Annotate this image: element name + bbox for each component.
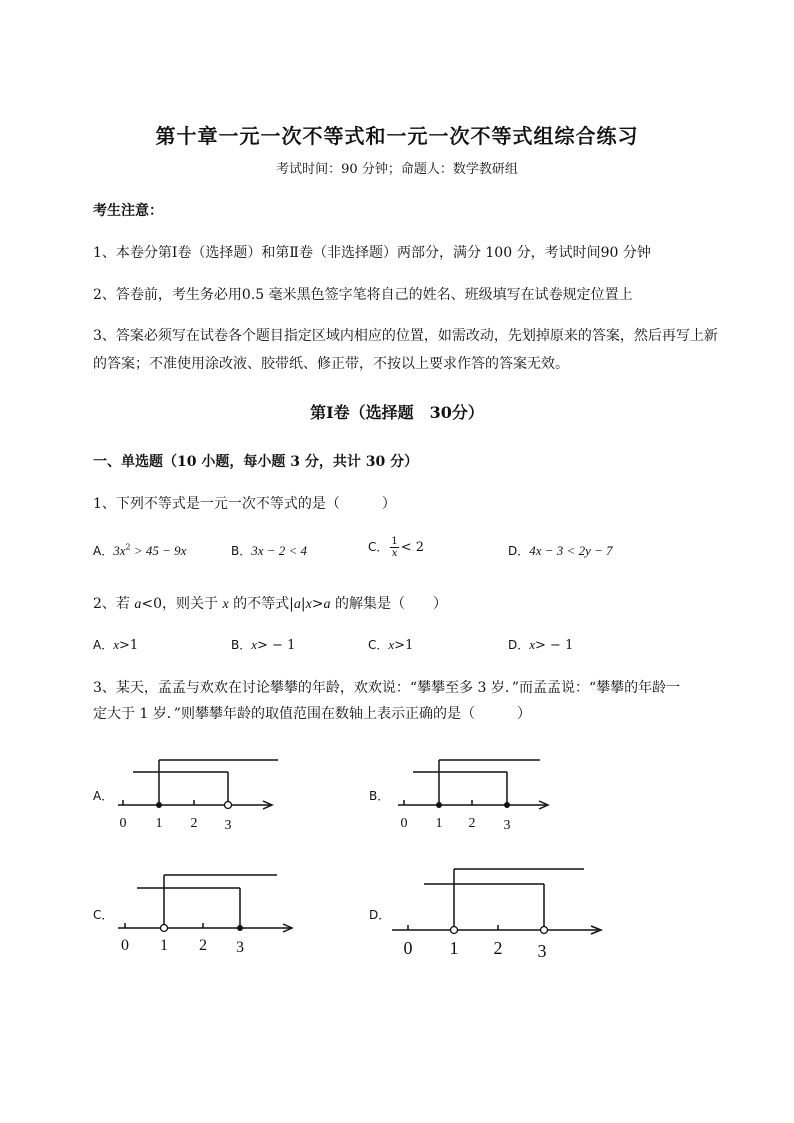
svg-text:1: 1	[435, 816, 443, 831]
svg-text:1: 1	[449, 938, 459, 958]
svg-text:1: 1	[160, 937, 168, 954]
svg-text:0: 0	[121, 937, 129, 954]
svg-text:2: 2	[468, 816, 476, 831]
svg-text:3: 3	[503, 818, 511, 833]
question-1-option-d[interactable]: D．4x − 3 < 2y − 7	[508, 543, 613, 558]
notice-item-3-cont: 的答案；不准使用涂改液、胶带纸、修正带，不按以上要求作答的答案无效。	[93, 356, 569, 372]
question-1-option-a[interactable]: A．$3x^2 > 45 - 9x$	[93, 542, 187, 558]
notice-item-1: 1、本卷分第Ⅰ卷（选择题）和第Ⅱ卷（非选择题）两部分，满分 100 分，考试时间90 分钟	[93, 245, 651, 261]
question-2-option-c[interactable]: C．x>1	[368, 637, 414, 653]
svg-text:2: 2	[199, 937, 207, 954]
svg-text:0: 0	[400, 816, 408, 831]
notice-item-3: 3、答案必须写在试卷各个题目指定区域内相应的位置，如需改动，先划掉原来的答案，然后再写上新	[93, 328, 718, 344]
question-2-option-a[interactable]: A．x>1	[93, 637, 139, 653]
notice-heading: 考生注意：	[93, 203, 163, 219]
exam-info: 考试时间：90 分钟；命题人：数学教研组	[276, 162, 518, 177]
question-3-stem-line2: 定大于 1 岁．”则攀攀年龄的取值范围在数轴上表示正确的是（ ）	[93, 706, 531, 722]
question-2-option-d[interactable]: D．x> − 1	[508, 637, 574, 653]
question-1-stem: 1、下列不等式是一元一次不等式的是（ ）	[93, 496, 396, 512]
question-3-option-d-label[interactable]: D．	[369, 908, 391, 922]
question-3-option-b-label[interactable]: B．	[369, 789, 390, 803]
question-1-option-b[interactable]: B．3x − 2 < 4	[231, 543, 308, 558]
section-title: 第Ⅰ卷（选择题 30分）	[310, 403, 484, 422]
svg-text:3: 3	[224, 818, 232, 833]
svg-text:1: 1	[155, 816, 163, 831]
svg-text:0: 0	[119, 816, 127, 831]
part-heading: 一、单选题（10 小题，每小题 3 分，共计 30 分）	[93, 454, 419, 470]
svg-text:3: 3	[236, 939, 244, 956]
svg-text:2: 2	[493, 938, 503, 958]
page-title: 第十章一元一次不等式和一元一次不等式组综合练习	[155, 124, 639, 148]
question-2-stem: 2、若 a<0，则关于 x 的不等式|a|x>a 的解集是（ ）	[93, 596, 447, 612]
notice-item-2: 2、答卷前，考生务必用0.5 毫米黑色签字笔将自己的姓名、班级填写在试卷规定位置上	[93, 287, 633, 303]
svg-text:0: 0	[403, 938, 413, 958]
question-3-stem-line1: 3、某天，孟孟与欢欢在讨论攀攀的年龄，欢欢说：“攀攀至多 3 岁．”而孟孟说：“攀攀的年龄一	[93, 680, 681, 696]
question-3-option-c-label[interactable]: C．	[93, 908, 114, 922]
question-2-option-b[interactable]: B．x> − 1	[231, 637, 296, 653]
svg-text:3: 3	[537, 941, 547, 961]
svg-text:2: 2	[190, 816, 198, 831]
question-3-option-a-label[interactable]: A．	[93, 789, 114, 803]
question-1-option-c[interactable]: C． $\frac{1}{x}$ < 2	[368, 536, 425, 559]
